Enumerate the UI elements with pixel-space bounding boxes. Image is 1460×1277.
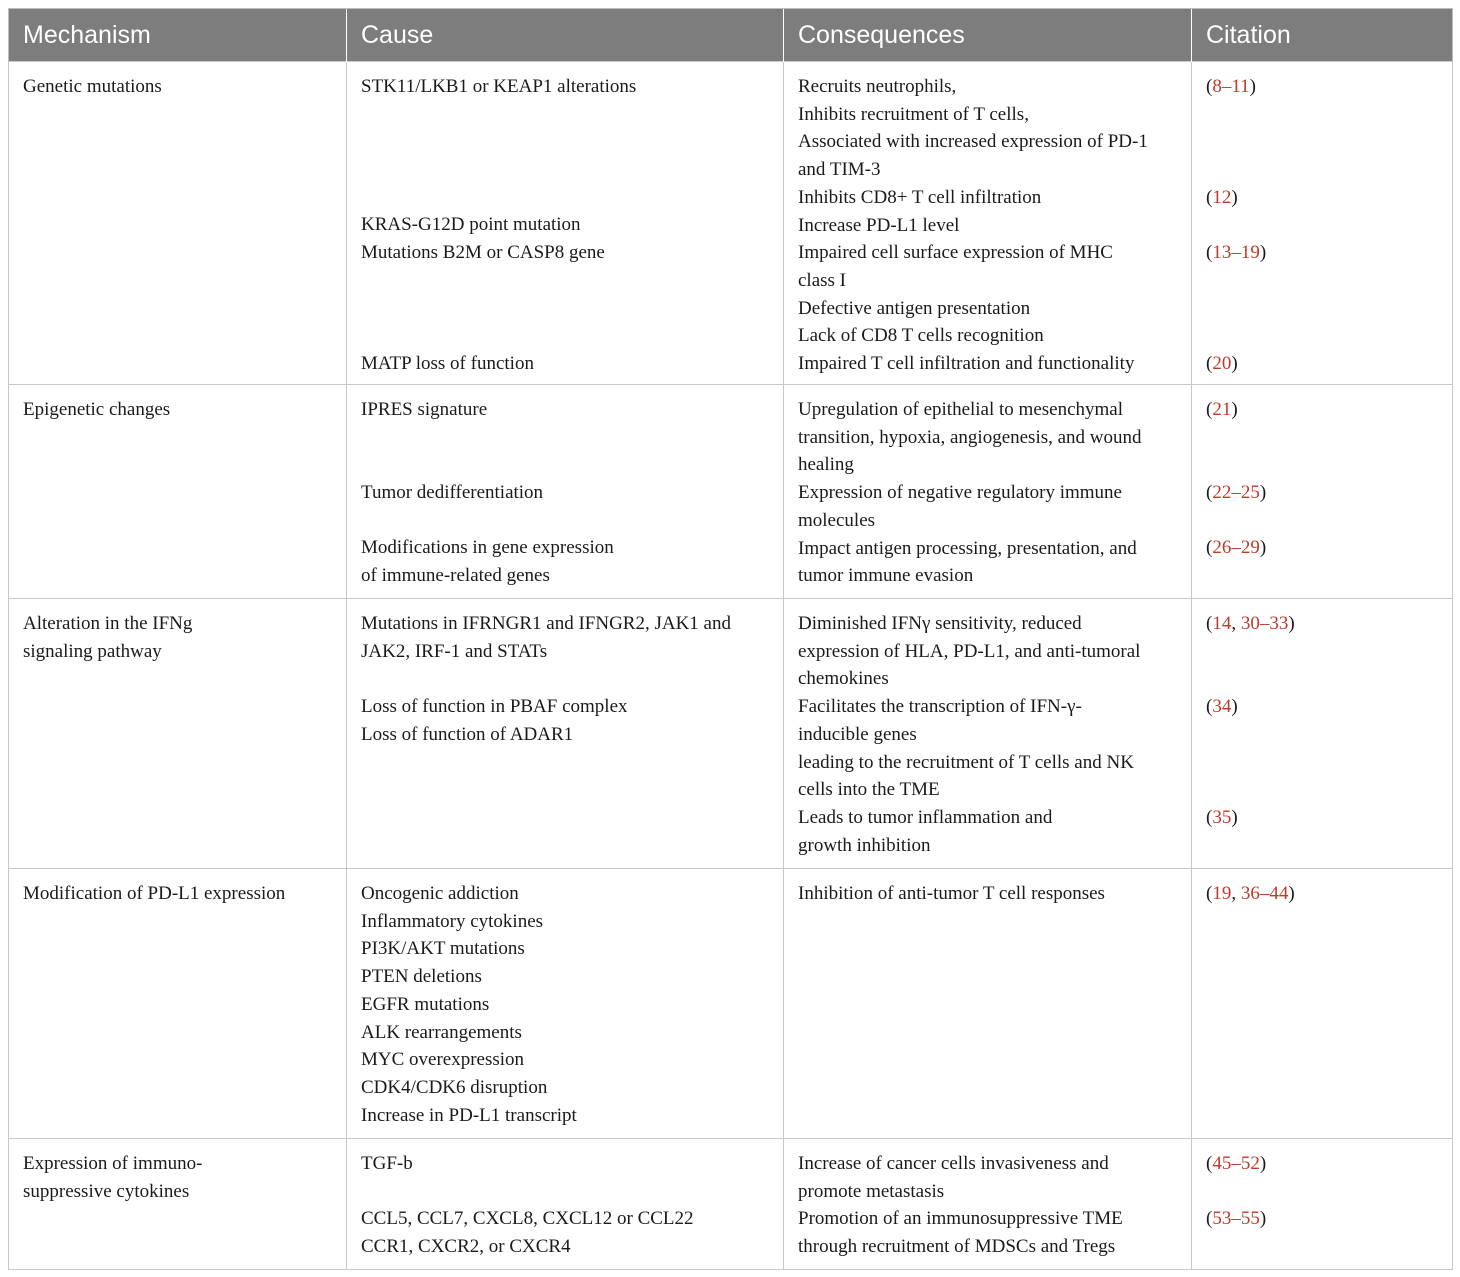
cause-line xyxy=(361,184,769,212)
citation-line xyxy=(1206,184,1438,212)
cause-line: PTEN deletions xyxy=(361,966,482,988)
consequences-cell xyxy=(784,385,1192,599)
cause-line: Loss of function of ADAR1 xyxy=(361,723,574,745)
consequences-line: Defective antigen presentation xyxy=(798,297,1031,319)
citation-punctuation: ) xyxy=(1288,883,1295,904)
citation-punctuation: ) xyxy=(1288,613,1295,634)
citation-link[interactable]: 20 xyxy=(1212,352,1232,374)
consequences-line: through recruitment of MDSCs and Tregs xyxy=(798,1236,1116,1258)
citation-line xyxy=(1206,534,1438,562)
citation-punctuation: ( xyxy=(1206,186,1213,208)
consequences-line: Inhibition of anti-tumor T cell responses xyxy=(798,883,1105,904)
mechanism-cell xyxy=(9,1139,347,1270)
cause-line: STK11/LKB1 or KEAP1 alterations xyxy=(361,76,637,97)
cause-line: PI3K/AKT mutations xyxy=(361,938,525,960)
citation-line xyxy=(1206,1205,1438,1233)
consequences-cell xyxy=(784,1139,1192,1270)
consequences-line: and TIM-3 xyxy=(798,159,881,181)
citation-punctuation: ( xyxy=(1206,696,1213,718)
consequences-line: growth inhibition xyxy=(798,834,931,856)
citation-punctuation: ( xyxy=(1206,883,1213,904)
cause-line: Increase in PD-L1 transcript xyxy=(361,1104,577,1126)
citation-line xyxy=(1206,156,1438,184)
citation-punctuation: ( xyxy=(1206,242,1213,264)
consequences-line: Impaired T cell infiltration and functionality xyxy=(798,353,1135,375)
mechanism-cell xyxy=(9,385,347,599)
citation-cell xyxy=(1192,869,1453,1139)
citation-line xyxy=(1206,562,1438,590)
citation-cell xyxy=(1192,599,1453,869)
consequences-line: Upregulation of epithelial to mesenchymal xyxy=(798,399,1124,420)
citation-cell xyxy=(1192,1139,1453,1270)
consequences-line: Impaired cell surface expression of MHC xyxy=(798,242,1113,264)
mechanism-cell xyxy=(9,599,347,869)
citation-line xyxy=(1206,211,1438,239)
citation-line xyxy=(1206,1233,1438,1261)
citation-link[interactable]: 12 xyxy=(1212,186,1232,208)
cause-line xyxy=(361,1178,769,1206)
citation-line xyxy=(1206,1150,1438,1178)
citation-link[interactable]: 8–11 xyxy=(1212,76,1250,97)
table-row xyxy=(9,869,1453,1139)
consequences-line: Facilitates the transcription of IFN-γ- xyxy=(798,696,1082,718)
cause-line xyxy=(361,128,769,156)
mechanism-line: Expression of immuno- xyxy=(23,1153,203,1174)
cause-line: JAK2, IRF-1 and STATs xyxy=(361,640,548,662)
consequences-line: Expression of negative regulatory immune xyxy=(798,482,1122,504)
cause-line: TGF-b xyxy=(361,1153,413,1174)
citation-punctuation: ( xyxy=(1206,806,1213,828)
cause-line xyxy=(361,804,769,832)
citation-line xyxy=(1206,721,1438,749)
consequences-line: cells into the TME xyxy=(798,779,940,801)
cause-line: CCL5, CCL7, CXCL8, CXCL12 or CCL22 xyxy=(361,1208,694,1230)
citation-line xyxy=(1206,295,1438,323)
cause-line: MYC overexpression xyxy=(361,1049,525,1071)
citation-punctuation: ) xyxy=(1231,186,1238,208)
consequences-line: Leads to tumor inflammation and xyxy=(798,806,1053,828)
cause-line: KRAS-G12D point mutation xyxy=(361,214,581,236)
cause-line: CCR1, CXCR2, or CXCR4 xyxy=(361,1236,571,1258)
cause-cell xyxy=(347,599,784,869)
citation-link[interactable]: 36–44 xyxy=(1240,883,1289,904)
citation-punctuation: ( xyxy=(1206,482,1213,504)
citation-line xyxy=(1206,322,1438,350)
citation-line xyxy=(1206,479,1438,507)
consequences-line: leading to the recruitment of T cells and NK xyxy=(798,751,1134,773)
consequences-line: transition, hypoxia, angiogenesis, and wound xyxy=(798,426,1142,448)
consequences-cell xyxy=(784,599,1192,869)
cause-line: Inflammatory cytokines xyxy=(361,910,544,932)
cause-line: CDK4/CDK6 disruption xyxy=(361,1076,548,1098)
mechanism-cell xyxy=(9,62,347,385)
citation-punctuation: ( xyxy=(1206,76,1213,97)
citation-line xyxy=(1206,451,1438,479)
consequences-line: Increase PD-L1 level xyxy=(798,214,960,236)
table-row xyxy=(9,599,1453,869)
consequences-cell xyxy=(784,62,1192,385)
cause-line xyxy=(361,451,769,479)
citation-punctuation: ) xyxy=(1259,1153,1267,1174)
citation-link[interactable]: 26–29 xyxy=(1212,537,1260,559)
cause-line: Mutations B2M or CASP8 gene xyxy=(361,242,605,264)
table-row xyxy=(9,1139,1453,1270)
cause-line xyxy=(361,295,769,323)
table-header xyxy=(9,9,1453,62)
citation-link[interactable]: 53–55 xyxy=(1212,1208,1260,1230)
mechanism-line: Epigenetic changes xyxy=(23,399,171,420)
citation-link[interactable]: 45–52 xyxy=(1212,1153,1260,1174)
citation-punctuation: ) xyxy=(1231,696,1238,718)
citation-punctuation: ( xyxy=(1206,399,1213,420)
consequences-line: class I xyxy=(798,269,847,291)
citation-cell xyxy=(1192,385,1453,599)
citation-punctuation: ) xyxy=(1231,352,1238,374)
consequences-line: Associated with increased expression of PD-1 xyxy=(798,131,1148,153)
cause-line: Modifications in gene expression xyxy=(361,537,614,559)
cause-line xyxy=(361,749,769,777)
citation-line xyxy=(1206,638,1438,666)
consequences-line: expression of HLA, PD-L1, and anti-tumoral xyxy=(798,640,1141,662)
consequences-line: Diminished IFNγ sensitivity, reduced xyxy=(798,613,1082,634)
mechanism-line: signaling pathway xyxy=(23,640,162,662)
citation-line xyxy=(1206,73,1438,101)
cause-line xyxy=(361,507,769,535)
citation-line xyxy=(1206,693,1438,721)
citation-line xyxy=(1206,1178,1438,1206)
consequences-line: Impact antigen processing, presentation, and xyxy=(798,537,1137,559)
citation-punctuation: ) xyxy=(1231,399,1238,420)
citation-punctuation: ( xyxy=(1206,1208,1213,1230)
cause-line: of immune-related genes xyxy=(361,565,550,587)
cause-cell xyxy=(347,1139,784,1270)
consequences-line: tumor immune evasion xyxy=(798,565,974,587)
mechanism-line: Genetic mutations xyxy=(23,76,162,97)
consequences-line: Increase of cancer cells invasiveness and xyxy=(798,1153,1109,1174)
cause-cell xyxy=(347,869,784,1139)
cause-line: ALK rearrangements xyxy=(361,1021,522,1043)
mechanism-line: Alteration in the IFNg xyxy=(23,613,193,634)
citation-link[interactable]: 34 xyxy=(1212,696,1232,718)
citation-line xyxy=(1206,804,1438,832)
consequences-cell xyxy=(784,869,1192,1139)
citation-line xyxy=(1206,832,1438,860)
cause-line xyxy=(361,267,769,295)
table-row xyxy=(9,62,1453,385)
consequences-line: Recruits neutrophils, xyxy=(798,76,957,97)
header-consequences: Consequences xyxy=(784,9,1192,62)
citation-punctuation: ) xyxy=(1259,537,1267,559)
citation-line xyxy=(1206,396,1438,424)
citation-line xyxy=(1206,665,1438,693)
consequences-line: chemokines xyxy=(798,668,889,690)
consequences-line: Inhibits recruitment of T cells, xyxy=(798,103,1029,125)
cause-line: MATP loss of function xyxy=(361,352,534,374)
citation-punctuation: ) xyxy=(1259,1208,1267,1230)
mechanism-line: Modification of PD-L1 expression xyxy=(23,883,286,904)
cause-cell xyxy=(347,385,784,599)
consequences-line: inducible genes xyxy=(798,723,917,745)
cause-line xyxy=(361,776,769,804)
citation-line xyxy=(1206,239,1438,267)
cause-line: IPRES signature xyxy=(361,399,488,420)
mechanism-cell xyxy=(9,869,347,1139)
citation-punctuation: ( xyxy=(1206,613,1213,634)
citation-link[interactable]: 35 xyxy=(1212,806,1232,828)
consequences-line: healing xyxy=(798,454,854,476)
citation-line xyxy=(1206,350,1438,378)
cause-line xyxy=(361,322,769,350)
consequences-line: Promotion of an immunosuppressive TME xyxy=(798,1208,1123,1230)
cause-line: EGFR mutations xyxy=(361,993,490,1015)
table-row xyxy=(9,385,1453,599)
citation-line xyxy=(1206,128,1438,156)
citation-punctuation: ( xyxy=(1206,537,1213,559)
citation-line xyxy=(1206,507,1438,535)
cause-line xyxy=(361,424,769,452)
citation-punctuation: ( xyxy=(1206,1153,1213,1174)
citation-link[interactable]: 13–19 xyxy=(1212,242,1260,264)
cause-line xyxy=(361,101,769,129)
citation-link[interactable]: 14 xyxy=(1212,613,1232,634)
header-row xyxy=(9,9,1453,62)
cause-cell xyxy=(347,62,784,385)
citation-link[interactable]: 22–25 xyxy=(1212,482,1260,504)
cause-line: Oncogenic addiction xyxy=(361,883,519,904)
citation-punctuation: , xyxy=(1231,613,1241,634)
mechanisms-table xyxy=(8,8,1453,1270)
cause-line xyxy=(361,156,769,184)
citation-line xyxy=(1206,424,1438,452)
cause-line: Loss of function in PBAF complex xyxy=(361,696,628,718)
citation-punctuation: ) xyxy=(1231,806,1238,828)
header-cause: Cause xyxy=(347,9,784,62)
cause-line xyxy=(361,832,769,860)
consequences-line: Lack of CD8 T cells recognition xyxy=(798,325,1044,347)
citation-line xyxy=(1206,267,1438,295)
citation-punctuation: ) xyxy=(1259,482,1267,504)
citation-punctuation: ) xyxy=(1259,242,1267,264)
citation-line xyxy=(1206,748,1438,776)
consequences-line: promote metastasis xyxy=(798,1180,945,1202)
mechanism-line: suppressive cytokines xyxy=(23,1180,190,1202)
cause-line: Mutations in IFRNGR1 and IFNGR2, JAK1 and xyxy=(361,613,731,634)
citation-punctuation: , xyxy=(1231,883,1241,904)
citation-line xyxy=(1206,880,1438,908)
cause-line: Tumor dedifferentiation xyxy=(361,482,544,504)
consequences-line: molecules xyxy=(798,509,876,531)
citation-punctuation: ( xyxy=(1206,352,1213,374)
citation-line xyxy=(1206,610,1438,638)
table-body xyxy=(9,62,1453,1270)
cause-line xyxy=(361,665,769,693)
citation-cell xyxy=(1192,62,1453,385)
header-mechanism: Mechanism xyxy=(9,9,347,62)
citation-line xyxy=(1206,101,1438,129)
citation-line xyxy=(1206,776,1438,804)
citation-link[interactable]: 19 xyxy=(1212,883,1232,904)
header-citation: Citation xyxy=(1192,9,1453,62)
citation-link[interactable]: 21 xyxy=(1212,399,1232,420)
citation-punctuation: ) xyxy=(1249,76,1256,97)
citation-link[interactable]: 30–33 xyxy=(1240,613,1289,634)
consequences-line: Inhibits CD8+ T cell infiltration xyxy=(798,186,1042,208)
